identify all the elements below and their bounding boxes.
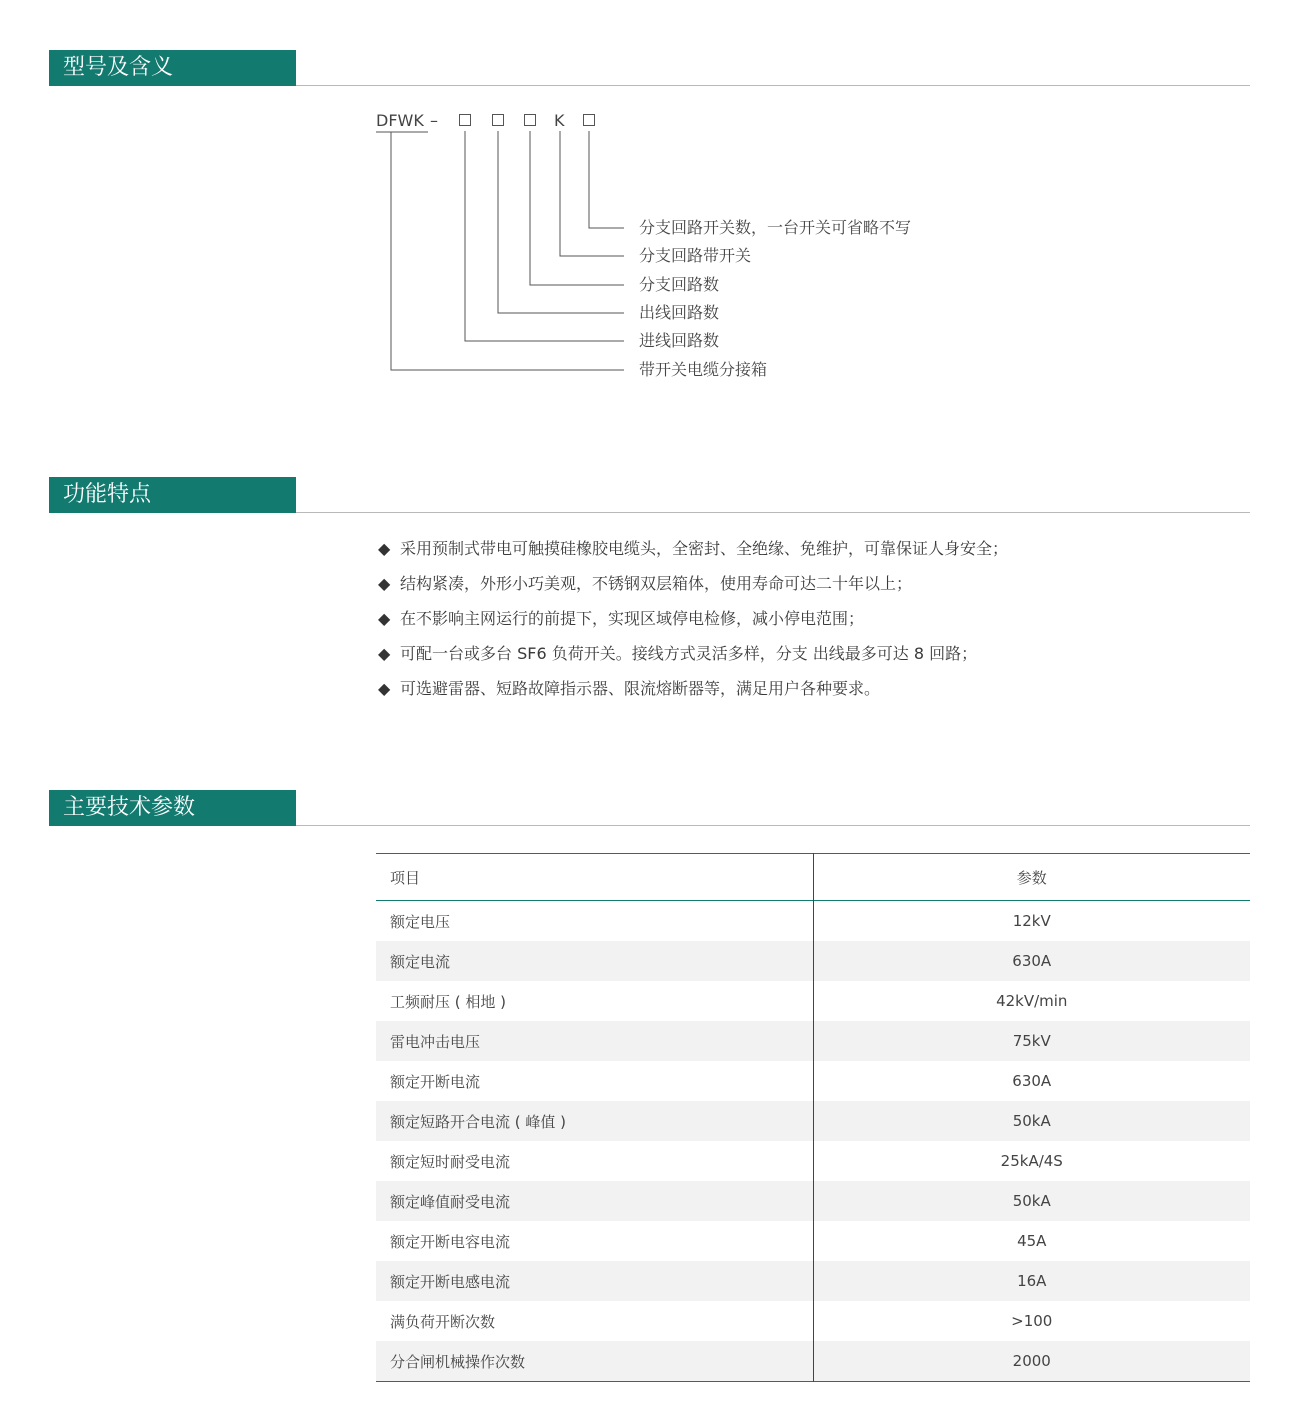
parameter-table <box>376 853 1250 1382</box>
section-rule <box>296 512 1250 513</box>
feature-item: ◆ 结构紧凑，外形小巧美观，不锈钢双层箱体，使用寿命可达二十年以上； <box>378 574 913 593</box>
row-label: 额定开断电感电流 <box>376 1261 813 1301</box>
row-value: 2000 <box>1012 1352 1051 1370</box>
row-label: 额定峰值耐受电流 <box>376 1181 813 1221</box>
diamond-bullet-icon: ◆ <box>378 679 391 698</box>
leader-line-outgoing <box>498 131 624 313</box>
table-row <box>376 1021 1250 1061</box>
leader-line-branch <box>530 131 624 285</box>
section-rule <box>296 825 1250 826</box>
leader-line-count <box>589 131 624 228</box>
row-label: 额定电压 <box>376 901 813 942</box>
meaning-outgoing-count: 出线回路数 <box>639 303 720 322</box>
row-value: 12kV <box>1012 912 1051 930</box>
row-value: 50kA <box>1012 1112 1051 1130</box>
row-label: 分合闸机械操作次数 <box>376 1341 813 1382</box>
table-row <box>376 981 1250 1021</box>
feature-item: ◆ 可选避雷器、短路故障指示器、限流熔断器等，满足用户各种要求。 <box>378 679 881 698</box>
section-title-model: 型号及含义 <box>49 50 296 86</box>
model-code-dash: – <box>430 111 438 130</box>
diamond-bullet-icon: ◆ <box>378 539 391 558</box>
table-header-row <box>376 854 1250 901</box>
meaning-branch-switch: 分支回路带开关 <box>639 246 752 265</box>
diamond-bullet-icon: ◆ <box>378 574 391 593</box>
table-row <box>376 1261 1250 1301</box>
table-row <box>376 1301 1250 1341</box>
section-header-params <box>49 790 1250 826</box>
row-value: 630A <box>1012 952 1052 970</box>
section-title-params: 主要技术参数 <box>49 790 296 826</box>
meaning-product: 带开关电缆分接箱 <box>639 360 768 379</box>
header-value: 参数 <box>1016 868 1047 887</box>
feature-item: ◆ 在不影响主网运行的前提下，实现区域停电检修，减小停电范围； <box>378 609 865 628</box>
row-label: 额定短路开合电流 ( 峰值 ) <box>376 1101 813 1141</box>
row-label: 满负荷开断次数 <box>376 1301 813 1341</box>
row-value: 25kA/4S <box>1000 1152 1063 1170</box>
meaning-branch-count: 分支回路数 <box>639 275 720 294</box>
row-value: 75kV <box>1012 1032 1051 1050</box>
header-item: 项目 <box>376 854 813 901</box>
model-code-k-letter: K <box>554 111 565 130</box>
row-value: 16A <box>1017 1272 1047 1290</box>
row-label: 额定短时耐受电流 <box>376 1141 813 1181</box>
diamond-bullet-icon: ◆ <box>378 609 391 628</box>
table-row <box>376 1101 1250 1141</box>
leader-line-incoming <box>465 131 624 341</box>
diamond-bullet-icon: ◆ <box>378 644 391 663</box>
leader-lines <box>0 0 1300 420</box>
table-row <box>376 1181 1250 1221</box>
table-row <box>376 1061 1250 1101</box>
row-value: 42kV/min <box>996 992 1068 1010</box>
row-label: 工频耐压 ( 相地 ) <box>376 981 813 1021</box>
feature-item: ◆ 可配一台或多台 SF6 负荷开关。接线方式灵活多样，分支 出线最多可达 8 回路； <box>378 644 978 663</box>
feature-item: ◆ 采用预制式带电可触摸硅橡胶电缆头，全密封、全绝缘、免维护，可靠保证人身安全； <box>378 539 1009 558</box>
meaning-switch-count: 分支回路开关数，一台开关可省略不写 <box>639 218 912 237</box>
section-header-features <box>49 477 1250 513</box>
section-title-features: 功能特点 <box>49 477 296 513</box>
leader-line-k <box>560 131 624 256</box>
table-row <box>376 901 1250 942</box>
table-row <box>376 1341 1250 1382</box>
table-row <box>376 1141 1250 1181</box>
row-value: 50kA <box>1012 1192 1051 1210</box>
meaning-incoming-count: 进线回路数 <box>639 331 720 350</box>
row-label: 额定开断电容电流 <box>376 1221 813 1261</box>
model-code-prefix: DFWK <box>376 111 424 130</box>
row-label: 额定电流 <box>376 941 813 981</box>
row-value: 630A <box>1012 1072 1052 1090</box>
row-label: 额定开断电流 <box>376 1061 813 1101</box>
row-label: 雷电冲击电压 <box>376 1021 813 1061</box>
table-row <box>376 1221 1250 1261</box>
row-value: 45A <box>1017 1232 1047 1250</box>
row-value: >100 <box>1011 1312 1053 1330</box>
table-row <box>376 941 1250 981</box>
